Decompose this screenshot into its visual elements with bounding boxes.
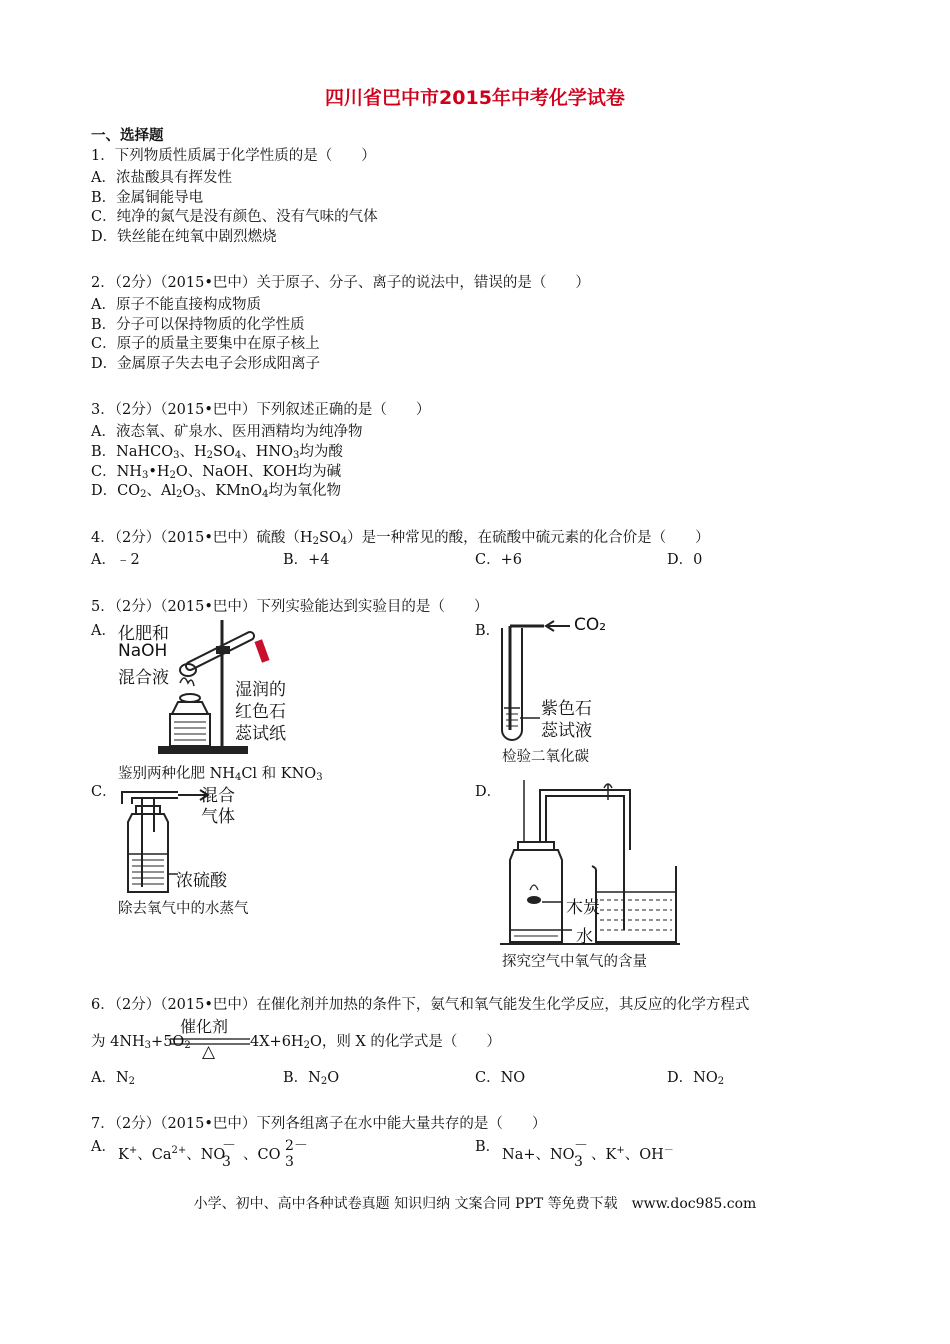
section-heading: 一、选择题 <box>91 128 164 144</box>
heating-apparatus-diagram <box>150 618 280 758</box>
question-1-option-c: C．纯净的氮气是没有颜色、没有气味的气体 <box>91 209 378 225</box>
carbonate-charge: 2－ 3 <box>285 1138 308 1170</box>
question-5-option-a-letter: A． <box>91 623 116 639</box>
question-3-option-d: D．$CO_2$、$Al_2O_3$、KMnO$_4$均为氧化物 <box>91 483 342 500</box>
question-3-option-b: B．NaHCO$_3$、$H_2SO_4$、$HNO_3$均为酸 <box>91 444 343 461</box>
question-5-option-a-caption: 鉴别两种化肥 $NH_4Cl$ 和 $KNO_3$ <box>118 766 323 783</box>
question-6-equation-rest: $4X+6H_2O$，则 X 的化学式是（ ） <box>250 1034 501 1051</box>
label-paper: 蕊试纸 <box>235 724 286 744</box>
question-6-option-d: D．$NO_2$ <box>667 1070 725 1087</box>
page-footer: 小学、初中、高中各种试卷真题 知识归纳 文案合同 PPT 等免费下载 www.doc985.com <box>193 1196 757 1212</box>
question-5-option-b-letter: B． <box>475 623 501 639</box>
question-3-option-c: C．$NH_3•H_2O$、NaOH、KOH均为碱 <box>91 464 342 481</box>
question-5-option-c-letter: C． <box>91 784 117 800</box>
question-2-stem: 2．（2分）（2015•巴中）关于原子、分子、离子的说法中，错误的是（ ） <box>91 275 590 291</box>
question-4-option-a: A．﹣2 <box>91 552 140 568</box>
question-7-stem: 7．（2分）（2015•巴中）下列各组离子在水中能大量共存的是（ ） <box>91 1116 547 1132</box>
question-7-option-b-ions-1: Na+、NO <box>502 1147 575 1163</box>
question-5-stem: 5．（2分）（2015•巴中）下列实验能达到实验目的是（ ） <box>91 599 489 615</box>
label-naoh: NaOH <box>118 641 168 661</box>
question-1-stem: 1．下列物质性质属于化学性质的是（ ） <box>91 148 376 164</box>
catalyst-label: 催化剂 <box>180 1017 229 1036</box>
label-conc-sulfuric-acid: 浓硫酸 <box>176 871 227 891</box>
question-6-option-b: B．$N_2O$ <box>283 1070 340 1087</box>
label-charcoal: 木炭 <box>566 898 600 918</box>
question-7-option-b-letter: B． <box>475 1139 501 1155</box>
heat-symbol: △ <box>202 1042 216 1062</box>
label-red-litmus: 红色石 <box>235 702 286 722</box>
question-2-option-d: D．金属原子失去电子会形成阳离子 <box>91 356 321 372</box>
question-5-option-d-caption: 探究空气中氧气的含量 <box>502 954 647 970</box>
question-4-option-c: C．+6 <box>475 552 522 568</box>
question-5-option-b-caption: 检验二氧化碳 <box>502 749 589 765</box>
question-2-option-c: C．原子的质量主要集中在原子核上 <box>91 336 320 352</box>
question-4-stem: 4．（2分）（2015•巴中）硫酸$(H_2SO_4)$是一种常见的酸，在硫酸中硫元素的化合价是（ ） <box>91 530 710 547</box>
label-water: 水 <box>576 927 593 947</box>
question-2-option-b: B．分子可以保持物质的化学性质 <box>91 317 305 333</box>
question-1-option-d: D．铁丝能在纯氧中剧烈燃烧 <box>91 229 277 245</box>
label-litmus-solution: 蕊试液 <box>541 721 592 741</box>
label-gas: 气体 <box>201 807 235 827</box>
question-6-stem: 6．（2分）（2015•巴中）在催化剂并加热的条件下，氨气和氧气能发生化学反应，其反应的化学方程式 <box>91 997 750 1013</box>
label-mixed: 混合 <box>201 786 235 806</box>
question-3-stem: 3．（2分）（2015•巴中）下列叙述正确的是（ ） <box>91 402 431 418</box>
question-7-option-a-letter: A． <box>91 1139 116 1155</box>
question-5-option-c-caption: 除去氧气中的水蒸气 <box>118 901 249 917</box>
question-4-option-b: B．+4 <box>283 552 330 568</box>
question-3-option-a: A．液态氧、矿泉水、医用酒精均为纯净物 <box>91 424 363 440</box>
question-7-option-a-ions-1: K+、$Ca^{2+}$、NO <box>118 1145 226 1163</box>
label-co2: CO₂ <box>574 615 607 635</box>
question-1-option-b: B．金属铜能导电 <box>91 190 204 206</box>
label-wet: 湿润的 <box>235 680 286 700</box>
question-7-option-a-ions-2: 、CO <box>243 1147 281 1163</box>
question-6-equation: 为 $4NH_3+5O_2$ <box>91 1034 191 1051</box>
label-fertilizer: 化肥和 <box>118 624 169 644</box>
label-purple-litmus: 紫色石 <box>541 699 592 719</box>
question-6-option-a: A．$N_2$ <box>91 1070 136 1087</box>
question-1-option-a: A．浓盐酸具有挥发性 <box>91 170 232 186</box>
nitrate-charge: － 3 <box>222 1138 236 1170</box>
question-5-option-d-letter: D． <box>475 784 502 800</box>
question-2-option-a: A．原子不能直接构成物质 <box>91 297 261 313</box>
page-title: 四川省巴中市2015年中考化学试卷 <box>325 87 625 109</box>
label-mixture: 混合液 <box>118 668 169 688</box>
question-6-option-c: C．NO <box>475 1070 526 1086</box>
question-4-option-d: D．0 <box>667 552 703 568</box>
question-7-option-b-ions-2: 、K+、OH－ <box>591 1145 674 1163</box>
nitrate-charge-b: － 3 <box>574 1138 588 1170</box>
oxygen-content-apparatus-diagram <box>500 780 690 950</box>
